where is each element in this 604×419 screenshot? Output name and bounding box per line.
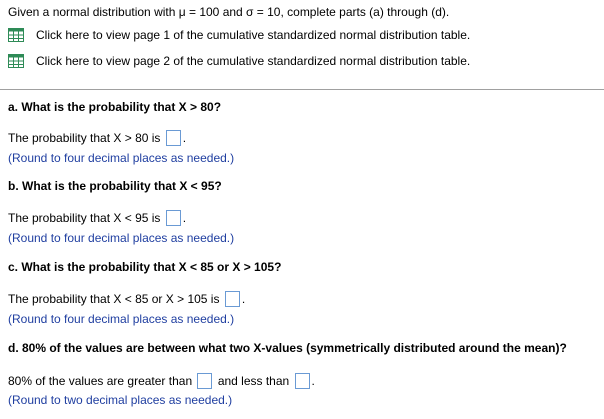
answer-suffix: . <box>182 211 187 225</box>
answer-suffix: . <box>241 292 246 306</box>
table-link-page-1[interactable] <box>8 26 470 44</box>
question-d: d. 80% of the values are between what two X-values (symmetrically distributed around the mean)? <box>8 341 567 355</box>
answer-prefix: The probability that X < 85 or X > 105 is <box>8 292 220 306</box>
answer-prefix: The probability that X < 95 is <box>8 211 161 225</box>
answer-input-c[interactable] <box>225 291 240 307</box>
answer-line-c <box>8 291 245 308</box>
section-divider <box>0 89 604 90</box>
table-link-page-2[interactable] <box>8 52 470 70</box>
rounding-hint-c: (Round to four decimal places as needed.) <box>8 312 235 326</box>
rounding-hint-a: (Round to four decimal places as needed.) <box>8 151 235 165</box>
answer-suffix: . <box>311 374 315 388</box>
answer-middle: and less than <box>217 374 290 388</box>
answer-suffix: . <box>182 131 187 145</box>
answer-input-d-upper[interactable] <box>295 373 310 389</box>
answer-line-d <box>8 373 315 390</box>
answer-input-b[interactable] <box>166 210 181 226</box>
problem-intro: Given a normal distribution with μ = 100 and σ = 10, complete parts (a) through (d). <box>8 5 450 19</box>
answer-line-b <box>8 210 186 227</box>
answer-line-a <box>8 130 186 147</box>
table-icon <box>8 28 24 42</box>
answer-input-d-lower[interactable] <box>197 373 212 389</box>
table-link-label[interactable]: Click here to view page 2 of the cumulative standardized normal distribution table. <box>36 54 471 68</box>
answer-input-a[interactable] <box>166 130 181 146</box>
question-a: a. What is the probability that X > 80? <box>8 100 222 114</box>
answer-prefix: 80% of the values are greater than <box>8 374 193 388</box>
answer-prefix: The probability that X > 80 is <box>8 131 161 145</box>
table-icon <box>8 54 24 68</box>
question-b: b. What is the probability that X < 95? <box>8 179 222 193</box>
rounding-hint-b: (Round to four decimal places as needed.) <box>8 231 235 245</box>
table-link-label[interactable]: Click here to view page 1 of the cumulative standardized normal distribution table. <box>36 28 471 42</box>
question-c: c. What is the probability that X < 85 or X > 105? <box>8 260 282 274</box>
rounding-hint-d: (Round to two decimal places as needed.) <box>8 393 233 407</box>
